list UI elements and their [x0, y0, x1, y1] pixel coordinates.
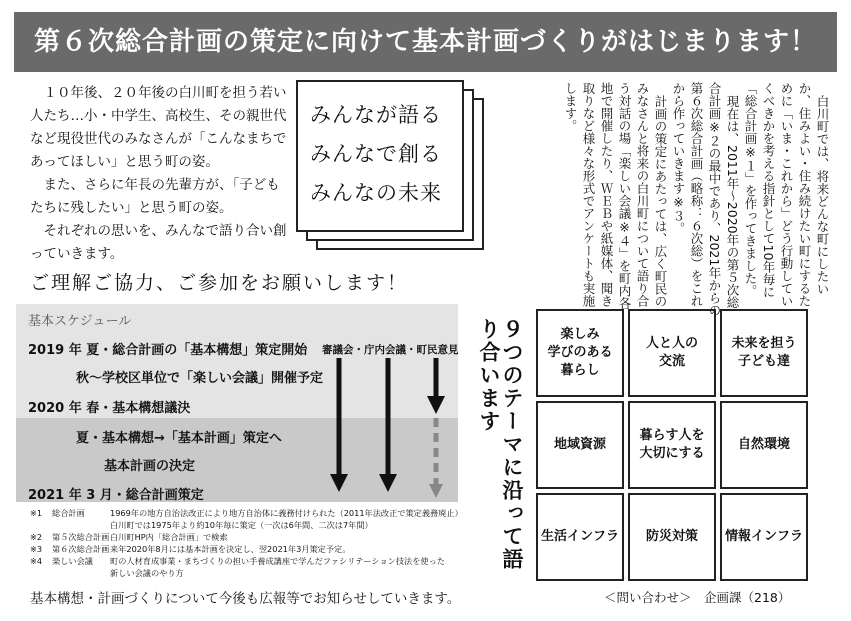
schedule-row: 夏・基本構想→「基本計画」策定へ — [76, 431, 282, 446]
schedule-row: 2020 年 春・基本構想議決 — [28, 401, 191, 416]
motto-line: みんなが語る — [310, 103, 442, 127]
vertical-paragraph: 白川町では、将来どんな町にしたいか、住みよい・住み続けたい町にするために「いま・これから」どう行動していくべきかを考える指針として10年毎に「総合計画※１」を作ってきました。 — [743, 82, 830, 307]
footnote — [30, 507, 470, 519]
theme-label: 暮らす人を 大切にする — [639, 428, 705, 461]
footnote-number: ※3 — [30, 544, 43, 554]
schedule-title: 基本スケジュール — [28, 314, 132, 329]
motto-card — [296, 80, 464, 232]
vertical-paragraph: 現在は、2011年～2020年の第５次総合計画※２の最中であり、2021年からの第６次総合計画（略称：６次総）をこれから作っていきます※３。 — [671, 82, 740, 317]
footnote-key: 第６次総合計画 — [52, 544, 110, 554]
footnote — [30, 567, 470, 579]
theme-cell — [536, 309, 624, 397]
intro-paragraph: それぞれの思いを、みんなで語り合い創っていきます。 — [30, 223, 287, 262]
footnote-number: ※1 — [30, 508, 43, 518]
appeal-heading: ご理解ご協力、ご参加をお願いします！ — [30, 272, 409, 294]
schedule-row: 基本計画の決定 — [104, 459, 196, 474]
arrow-down-icon — [379, 474, 397, 492]
meeting-label: 庁内会議 — [364, 344, 406, 356]
theme-cell — [720, 493, 808, 581]
footnote-text: 新しい会議のやり方 — [110, 568, 184, 578]
arrow-down-icon — [427, 396, 445, 414]
footnote-key: 第５次総合計画 — [52, 532, 110, 542]
footnote — [30, 531, 470, 543]
footnote-text: 来年2020年8月には基本計画を決定し、翌2021年3月策定予定。 — [110, 544, 351, 554]
dashed-arrow-icon — [429, 484, 443, 498]
meeting-separator: ・ — [353, 344, 364, 356]
schedule-arrows — [16, 304, 458, 502]
footnote — [30, 555, 470, 567]
theme-label: 人と人の 交流 — [645, 336, 698, 369]
theme-cell — [720, 309, 808, 397]
vertical-paragraph: 計画の策定にあたっては、広く町民のみなさんと将来の白川町について語り合う対話の場「楽しい会議※４」を町内各地で開催したり、ＷＥＢや紙媒体、聞き取りなど様々な形式でアンケートも実施します。 — [563, 82, 668, 310]
theme-cell — [720, 401, 808, 489]
intro-paragraph: また、さらに年長の先輩方が、「子どもたちに残したい」と思う町の姿。 — [30, 177, 280, 216]
footnote-text: 白川町では1975年より約10年毎に策定（一次は6年間、二次は7年間） — [110, 520, 373, 530]
footnote-text: 町の人材育成事業・まちづくりの担い手養成講座で学んだファシリテーション技法を使った — [110, 556, 445, 566]
motto-line: みんなの未来 — [310, 181, 442, 205]
page-banner: 第６次総合計画の策定に向けて基本計画づくりがはじまります！ — [14, 12, 837, 72]
footnote — [30, 543, 470, 555]
intro-paragraph: １０年後、２０年後の白川町を担う若い人たち…小・中学生、高校生、その親世代など現役世代のみなさんが「こんなまちであってほしい」と思う町の姿。 — [30, 85, 287, 170]
footnote-text: 1969年の地方自治法改正により地方自治体に義務付けられた（2011年法改正で策定義務廃止） — [110, 508, 463, 518]
footnote-text: 白川町HP内「総合計画」で検索 — [110, 532, 228, 542]
theme-cell — [536, 493, 624, 581]
arrow-down-icon — [330, 474, 348, 492]
motto-line: みんなで創る — [310, 142, 442, 166]
footnote-number: ※2 — [30, 532, 43, 542]
themes-grid — [536, 309, 822, 581]
theme-label: 防災対策 — [645, 529, 698, 544]
theme-cell — [628, 309, 716, 397]
theme-cell — [628, 401, 716, 489]
meeting-separator: ・ — [406, 344, 417, 356]
footnote-key: 総合計画 — [52, 508, 85, 518]
contact-info: ＜問い合わせ＞ 企画課（218） — [604, 590, 791, 605]
schedule-panel — [16, 304, 458, 502]
intro-text — [30, 82, 288, 266]
theme-label: 未来を担う 子ども達 — [731, 336, 797, 369]
theme-label: 楽しみ 学びのある 暮らし — [547, 327, 613, 378]
theme-label: 生活インフラ — [540, 529, 619, 544]
schedule-row: 秋～学校区単位で「楽しい会議」開催予定 — [76, 371, 324, 386]
footnote-key: 楽しい会議 — [52, 556, 93, 566]
meeting-label: 審議会 — [322, 344, 354, 356]
theme-cell — [628, 493, 716, 581]
vertical-text-column — [516, 82, 831, 318]
meeting-label: 町民意見 — [416, 344, 459, 356]
theme-cell — [536, 401, 624, 489]
footer-notice: 基本構想・計画づくりについて今後も広報等でお知らせしていきます。 — [30, 591, 461, 607]
theme-label: 自然環境 — [737, 437, 790, 452]
footnote — [30, 519, 470, 531]
footnote-number: ※4 — [30, 556, 43, 566]
motto-cards — [296, 80, 492, 252]
theme-label: 地域資源 — [553, 437, 606, 452]
footnotes — [30, 507, 470, 579]
theme-label: 情報インフラ — [724, 529, 803, 544]
themes-heading: ９つのテーマに沿って語り合います — [477, 318, 524, 571]
schedule-row: 2019 年 夏・総合計画の「基本構想」策定開始 — [28, 343, 308, 358]
schedule-row: 2021 年 3 月・総合計画策定 — [28, 488, 204, 503]
